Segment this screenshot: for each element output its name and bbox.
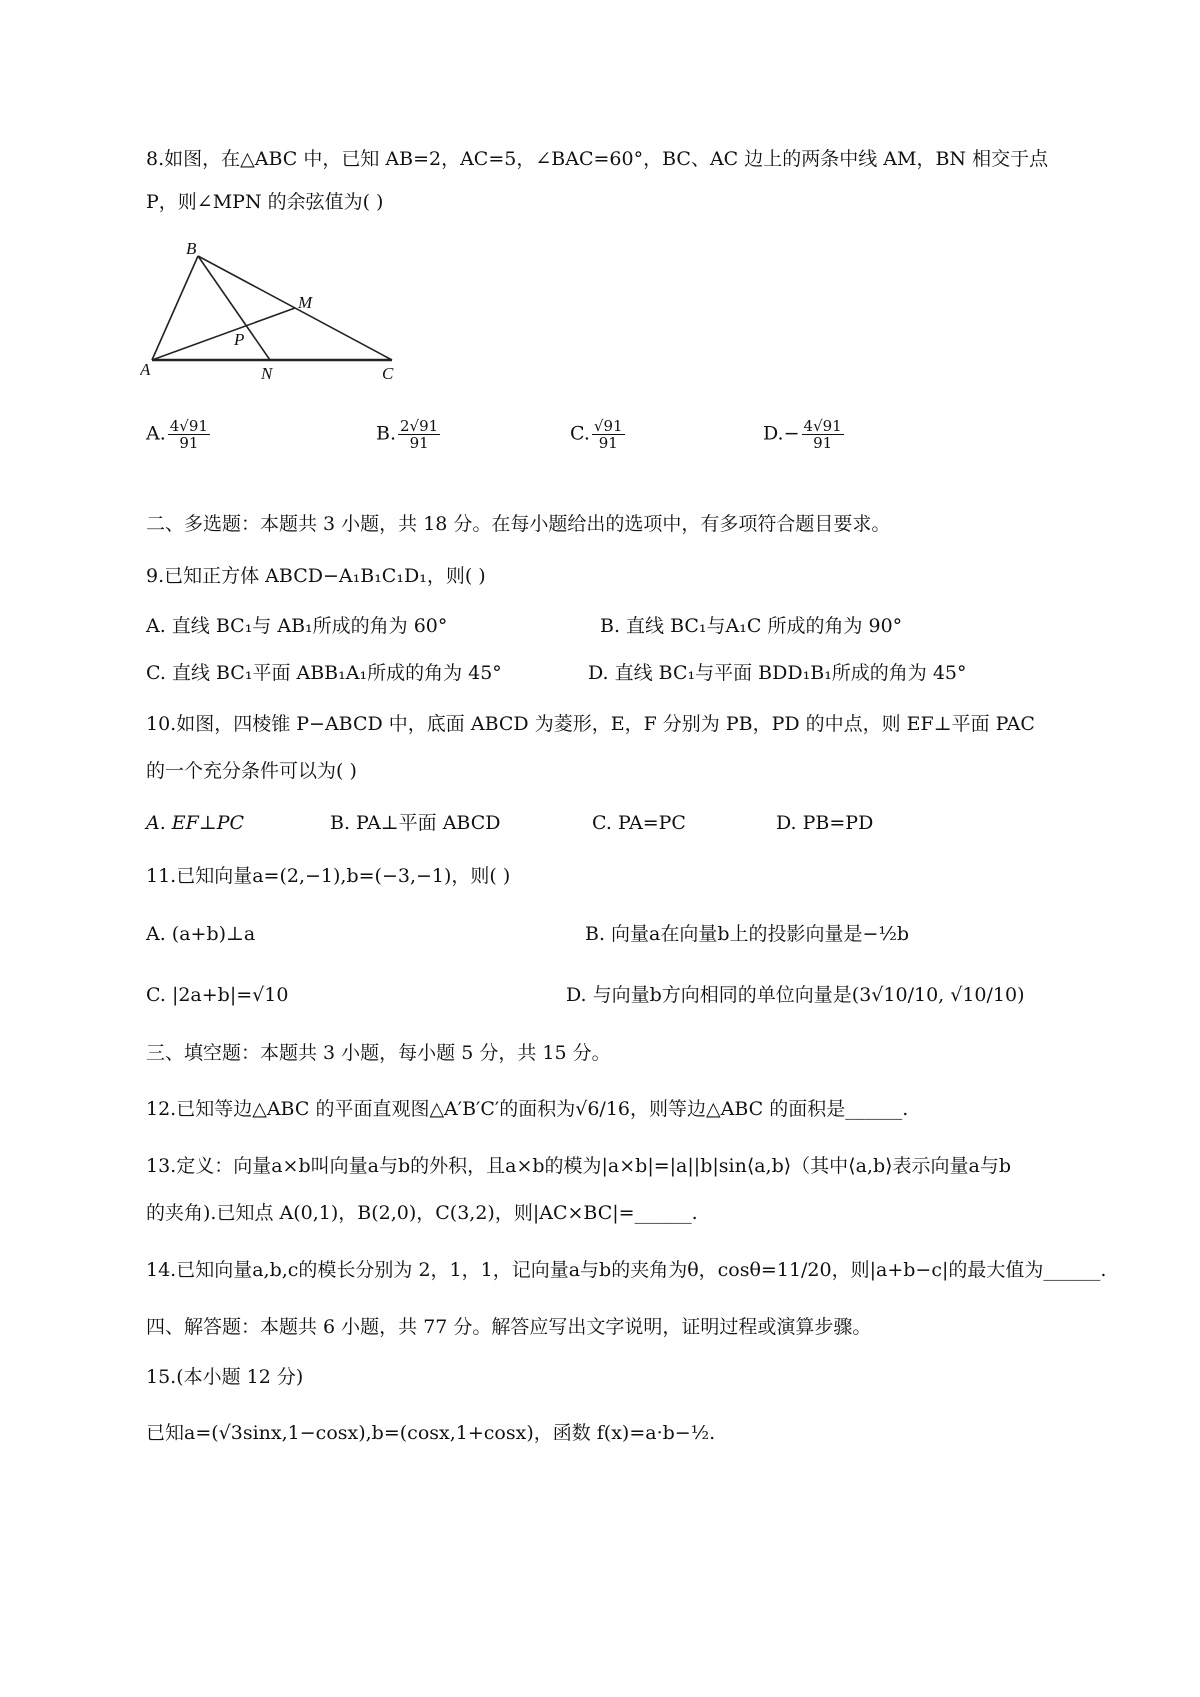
section-2-heading: 二、多选题：本题共 3 小题，共 18 分。在每小题给出的选项中，有多项符合题目要求。: [146, 513, 891, 535]
q10-option-c: C. PA=PC: [592, 812, 686, 834]
q8-line2: P，则∠MPN 的余弦值为( ): [146, 191, 384, 213]
q8-option-a: A. $\frac{4√91}{91}$: [146, 417, 208, 452]
q9-option-a: A. 直线 BC₁与 AB₁所成的角为 60°: [146, 615, 448, 637]
q15-title: 15.(本小题 12 分): [146, 1366, 304, 1388]
q12-text: 12.已知等边△ABC 的平面直观图△A′B′C′的面积为√6/16，则等边△ABC 的面积是______.: [146, 1098, 909, 1120]
label-P: P: [234, 330, 245, 349]
q10-line1: 10.如图，四棱锥 P−ABCD 中，底面 ABCD 为菱形，E，F 分别为 PB，PD 的中点，则 EF⊥平面 PAC: [146, 713, 1035, 735]
q9-stem: 9.已知正方体 ABCD−A₁B₁C₁D₁，则( ): [146, 565, 486, 587]
q14-text: 14.已知向量a,b,c的模长分别为 2，1，1，记向量a与b的夹角为θ，cosθ=11/20，则|a+b−c|的最大值为______.: [146, 1259, 1107, 1281]
q9-option-b: B. 直线 BC₁与A₁C 所成的角为 90°: [600, 615, 903, 637]
section-3-heading: 三、填空题：本题共 3 小题，每小题 5 分，共 15 分。: [146, 1042, 611, 1064]
q8-triangle-figure: [140, 238, 410, 388]
section-4-heading: 四、解答题：本题共 6 小题，共 77 分。解答应写出文字说明，证明过程或演算步骤。: [146, 1316, 872, 1338]
q8-line1: 8.如图，在△ABC 中，已知 AB=2，AC=5，∠BAC=60°，BC、AC 边上的两条中线 AM，BN 相交于点: [146, 148, 1049, 170]
q11-option-b: B. 向量a在向量b上的投影向量是−½b: [585, 923, 910, 945]
label-N: N: [261, 364, 273, 383]
label-B: B: [186, 239, 197, 258]
q11-option-a: A. (a+b)⊥a: [146, 923, 256, 945]
q8-option-c: C. $\frac{√91}{91}$: [570, 417, 623, 452]
label-M: M: [298, 293, 313, 312]
q8-option-b: B. $\frac{2√91}{91}$: [376, 417, 439, 452]
q10-line2: 的一个充分条件可以为( ): [146, 760, 357, 782]
q10-option-a: A. EF⊥PC: [146, 812, 245, 834]
q11-stem: 11.已知向量a=(2,−1),b=(−3,−1)，则( ): [146, 865, 511, 887]
q11-option-d: D. 与向量b方向相同的单位向量是(3√10/10, √10/10): [566, 984, 1025, 1006]
q10-option-b: B. PA⊥平面 ABCD: [330, 812, 501, 834]
q10-option-d: D. PB=PD: [776, 812, 874, 834]
q9-option-c: C. 直线 BC₁平面 ABB₁A₁所成的角为 45°: [146, 662, 502, 684]
q8-option-d: D.− $\frac{4√91}{91}$: [763, 417, 842, 452]
label-A: A: [140, 360, 151, 379]
q13-line1: 13.定义：向量a×b叫向量a与b的外积，且a×b的模为|a×b|=|a||b|sin⟨a,b⟩（其中⟨a,b⟩表示向量a与b: [146, 1155, 1012, 1177]
label-C: C: [382, 364, 394, 383]
q15-stem: 已知a=(√3sinx,1−cosx),b=(cosx,1+cosx)，函数 f(x)=a·b−½.: [146, 1422, 716, 1444]
q9-option-d: D. 直线 BC₁与平面 BDD₁B₁所成的角为 45°: [588, 662, 967, 684]
q11-option-c: C. |2a+b|=√10: [146, 984, 289, 1006]
q13-line2: 的夹角).已知点 A(0,1)，B(2,0)，C(3,2)，则|AC×BC|=______.: [146, 1202, 698, 1224]
